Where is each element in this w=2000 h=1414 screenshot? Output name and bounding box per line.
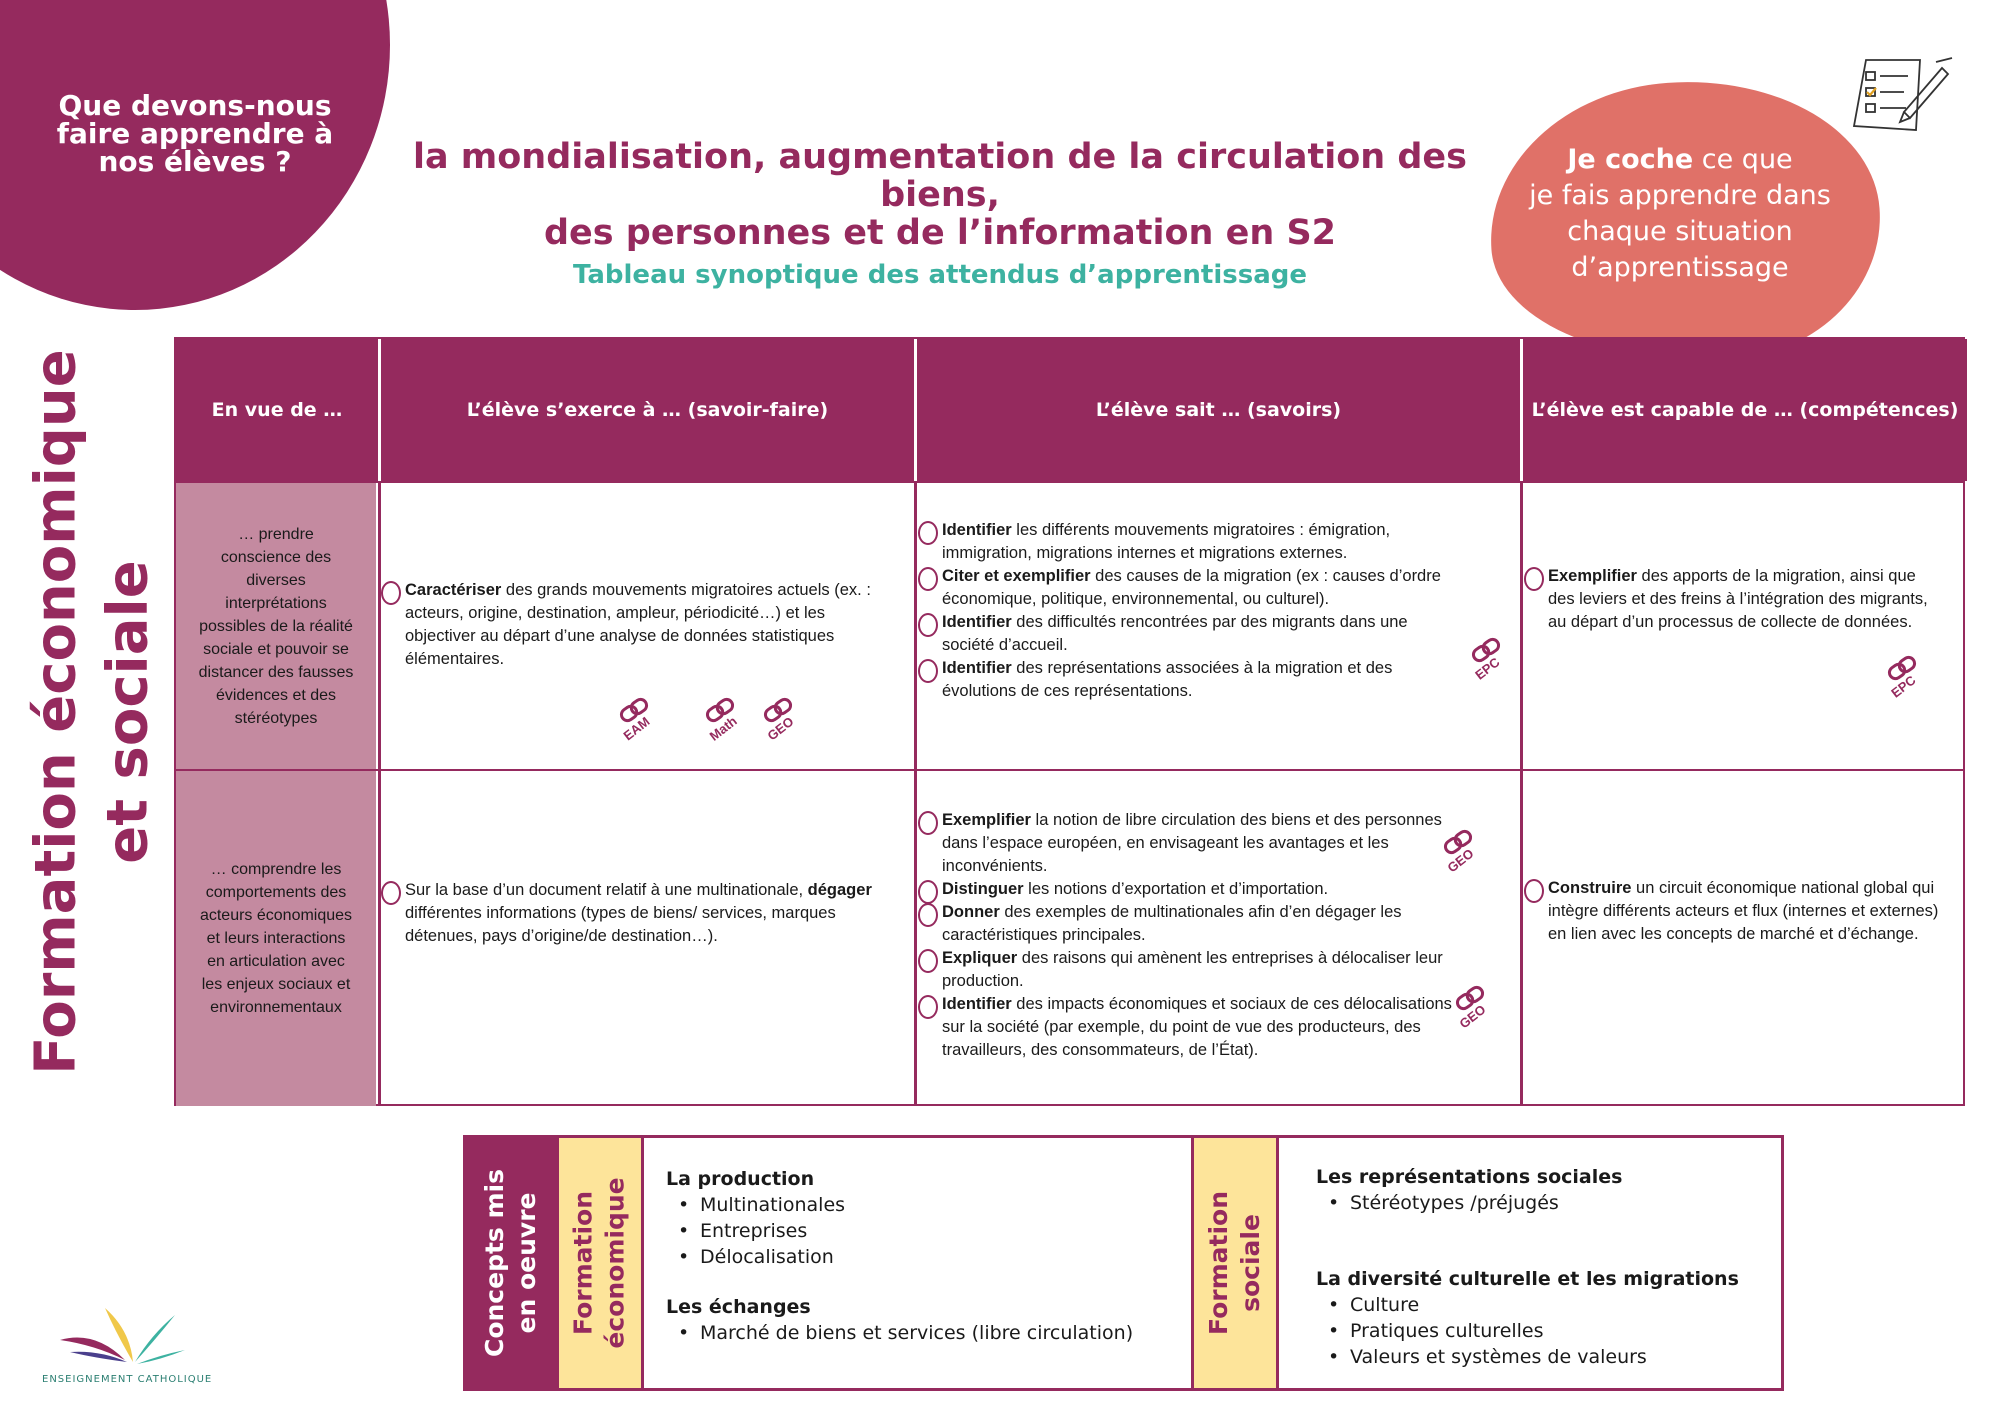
row-divider: [176, 769, 1963, 771]
checkbox-circle-icon[interactable]: [918, 903, 938, 927]
checkable-item[interactable]: Exemplifier des apports de la migration, ainsi que des leviers et des freins à l’intégration des migrants, au départ d’un processus de collecte de données.: [1524, 565, 1944, 634]
competences-cell-2: [1524, 877, 1944, 946]
checkable-item[interactable]: Citer et exemplifier des causes de la migration (ex : causes d’ordre économique, politique, environnemental, ou culturel).: [918, 565, 1458, 611]
soc-formation-label: Formation sociale: [1194, 1138, 1276, 1388]
header-savoirs: L’élève sait … (savoirs): [917, 339, 1520, 481]
page-subtitle: Tableau synoptique des attendus d’apprentissage: [572, 260, 1308, 290]
savoir-faire-cell-1: [381, 579, 896, 671]
eco-formation-label: Formation économique: [559, 1138, 641, 1388]
concepts-label: Concepts mis en oeuvre: [466, 1138, 556, 1388]
checkbox-circle-icon[interactable]: [918, 567, 938, 591]
checkable-item[interactable]: Identifier des difficultés rencontrées par des migrants dans une société d’accueil.: [918, 611, 1458, 657]
concept-item: • Stéréotypes /préjugés: [1328, 1190, 1766, 1216]
savoirs-cell-2: [918, 809, 1463, 1062]
concept-item: • Pratiques culturelles: [1328, 1318, 1766, 1344]
checkable-item[interactable]: Donner des exemples de multinationales afin d’en dégager les caractéristiques principales.: [918, 901, 1463, 947]
checkbox-circle-icon[interactable]: [381, 581, 401, 605]
checkable-item[interactable]: Distinguer les notions d’exportation et d’importation.: [918, 878, 1463, 901]
header-divider: [914, 339, 917, 481]
guiding-question: Que devons-nous faire apprendre à nos élèves ?: [56, 89, 334, 178]
concept-item: • Marché de biens et services (libre circulation): [678, 1320, 1166, 1346]
checkbox-circle-icon[interactable]: [918, 811, 938, 835]
page-title: la mondialisation, augmentation de la circulation des biens, des personnes et de l’information en S2: [412, 137, 1468, 253]
row-label-1: … prendre conscience des diverses interprétations possibles de la réalité sociale et pouvoir se distancer des fausses évidences et des stéréotypes: [176, 483, 376, 769]
checkbox-circle-icon[interactable]: [381, 881, 401, 905]
checkable-item[interactable]: Construire un circuit économique national global qui intègre différents acteurs et flux (internes et externes) en lien avec les concepts de marché et d’échange.: [1524, 877, 1944, 946]
checkable-item[interactable]: Exemplifier la notion de libre circulation des biens et des personnes dans l’espace européen, en envisageant les avantages et les inconvénients.: [918, 809, 1463, 878]
concept-item: • Culture: [1328, 1292, 1766, 1318]
header-savoir-faire: L’élève s’exerce à … (savoir-faire): [381, 339, 914, 481]
soc-concepts: Les représentations sociales • Stéréotypes /préjugés La diversité culturelle et les migrations • Culture • Pratiques culturelles • Valeurs et systèmes de valeurs: [1316, 1164, 1766, 1370]
checkable-item[interactable]: Expliquer des raisons qui amènent les entreprises à délocaliser leur production.: [918, 947, 1463, 993]
link-badge: EPC: [1466, 639, 1516, 691]
link-badge: Math: [700, 699, 750, 751]
link-badge: EAM: [614, 699, 664, 751]
row-divider: [176, 481, 1963, 483]
checkable-item[interactable]: Sur la base d’un document relatif à une multinationale, dégager différentes informations (types de biens/ services, marques détenues, pays d’origine/de destination…).: [381, 879, 896, 948]
eco-concepts: La production • Multinationales • Entreprises • Délocalisation Les échanges • Marché de biens et services (libre circulation): [666, 1166, 1166, 1346]
header-divider: [378, 339, 381, 481]
checkbox-circle-icon[interactable]: [918, 521, 938, 545]
column-divider: [1520, 481, 1523, 1104]
checkable-item[interactable]: Caractériser des grands mouvements migratoires actuels (ex. : acteurs, origine, destination, ampleur, périodicité…) et les objectiver au départ d’une analyse de données statistiques élémentaires.: [381, 579, 896, 671]
checkbox-circle-icon[interactable]: [918, 949, 938, 973]
checkable-item[interactable]: Identifier les différents mouvements migratoires : émigration, immigration, migrations internes et migrations externes.: [918, 519, 1458, 565]
link-badge: EPC: [1882, 657, 1932, 709]
concept-divider: [1276, 1138, 1279, 1388]
concept-divider: [641, 1138, 644, 1388]
check-instruction: Je coche ce que je fais apprendre dans chaque situation d’apprentissage: [1529, 144, 1831, 283]
savoir-faire-cell-2: [381, 879, 896, 948]
savoirs-cell-1: [918, 519, 1458, 703]
checkbox-circle-icon[interactable]: [918, 613, 938, 637]
concept-item: • Valeurs et systèmes de valeurs: [1328, 1344, 1766, 1370]
checkbox-circle-icon[interactable]: [918, 659, 938, 683]
link-badge: GEO: [758, 699, 808, 751]
checkbox-circle-icon[interactable]: [918, 995, 938, 1019]
link-badge: GEO: [1450, 987, 1500, 1039]
row-label-2: … comprendre les comportements des acteurs économiques et leurs interactions en articulation avec les enjeux sociaux et environnementaux: [176, 771, 376, 1106]
column-divider: [914, 481, 917, 1104]
competences-cell-1: [1524, 565, 1944, 634]
header-competences: L’élève est capable de … (compétences): [1523, 339, 1967, 481]
concepts-panel: [463, 1135, 1784, 1391]
header-en-vue-de: En vue de …: [176, 339, 378, 481]
checklist-icon: [1848, 54, 1956, 134]
concept-item: • Délocalisation: [678, 1244, 1166, 1270]
concept-item: • Multinationales: [678, 1192, 1166, 1218]
logo-text: ENSEIGNEMENT CATHOLIQUE: [42, 1374, 213, 1385]
header-divider: [1520, 339, 1523, 481]
checkable-item[interactable]: Identifier des impacts économiques et sociaux de ces délocalisations sur la société (par exemple, du point de vue des producteurs, des travailleurs, des consommateurs, de l’État).: [918, 993, 1463, 1062]
side-title: Formation économique et sociale: [23, 349, 161, 1075]
column-divider: [378, 481, 381, 1104]
concept-item: • Entreprises: [678, 1218, 1166, 1244]
checkable-item[interactable]: Identifier des représentations associées à la migration et des évolutions de ces représentations.: [918, 657, 1458, 703]
link-badge: GEO: [1438, 831, 1488, 883]
checkbox-circle-icon[interactable]: [1524, 879, 1544, 903]
objectives-table: [174, 337, 1965, 1106]
checkbox-circle-icon[interactable]: [1524, 567, 1544, 591]
